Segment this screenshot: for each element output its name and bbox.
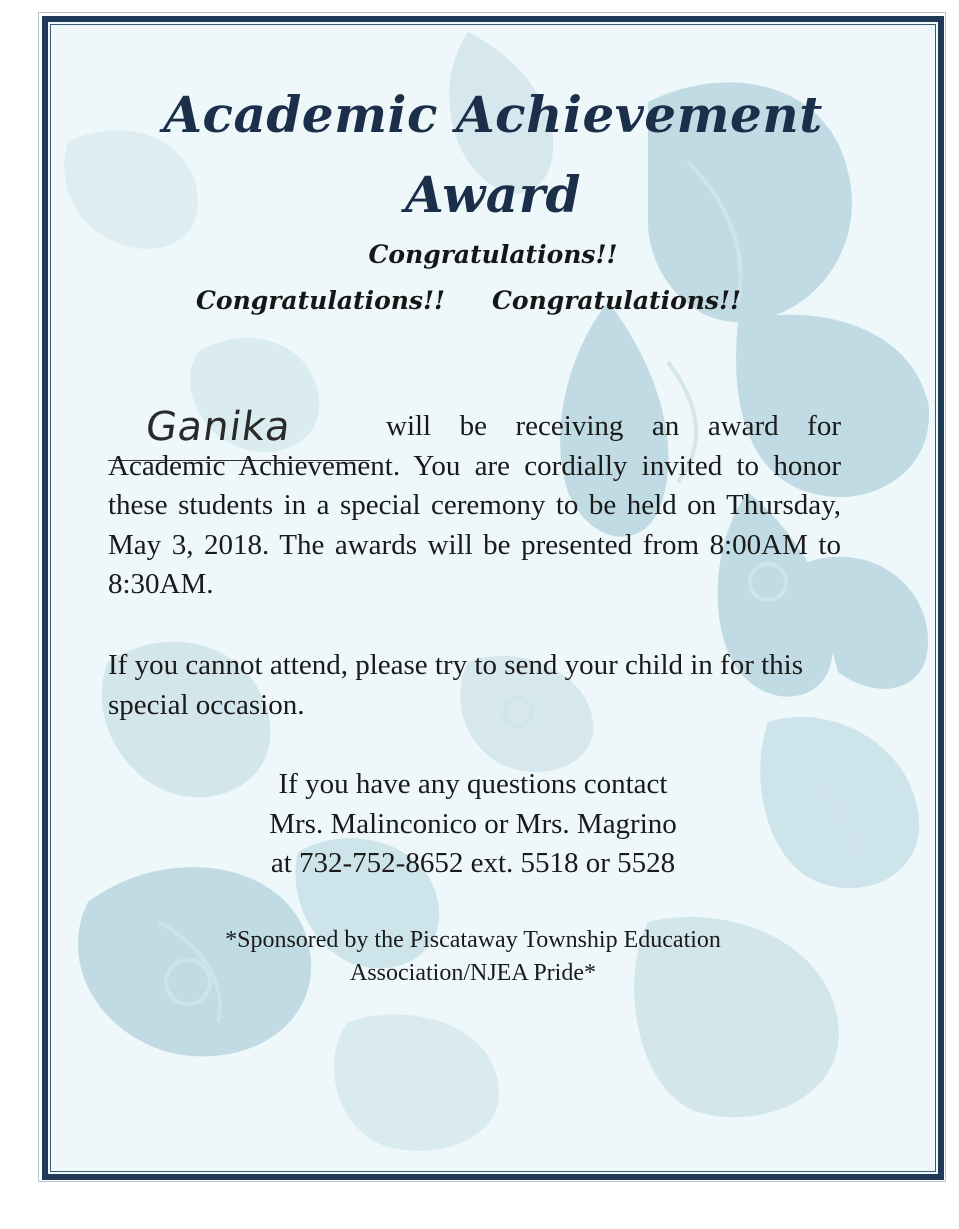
title-line-1: Academic Achievement bbox=[163, 85, 823, 144]
award-paragraph: will be receiving an award for Academic Achievement. You are cordially invited to honor these students in a special ceremony to be held on Thursday, May 3, 2018. The awards will be presented from 8:00AM to 8:30AM. bbox=[108, 410, 841, 600]
congratulations-left: Congratulations!! bbox=[196, 286, 445, 315]
congratulations-right: Congratulations!! bbox=[492, 286, 741, 315]
contact-line-2: Mrs. Malinconico or Mrs. Magrino bbox=[269, 808, 677, 840]
certificate-content bbox=[48, 22, 938, 1174]
contact-line-1: If you have any questions contact bbox=[278, 768, 668, 800]
contact-line-3: at 732-752-8652 ext. 5518 or 5528 bbox=[270, 847, 676, 879]
congratulations-center: Congratulations!! bbox=[368, 240, 618, 269]
attendance-paragraph: If you cannot attend, please try to send your child in for this special occasion. bbox=[108, 649, 804, 721]
sponsor-line-1: *Sponsored by the Piscataway Township Education bbox=[225, 927, 721, 953]
title-line-2: Award bbox=[404, 165, 581, 224]
sponsor-line-2: Association/NJEA Pride* bbox=[350, 960, 596, 986]
student-name: Ganika bbox=[142, 404, 295, 450]
certificate-frame bbox=[42, 16, 944, 1180]
